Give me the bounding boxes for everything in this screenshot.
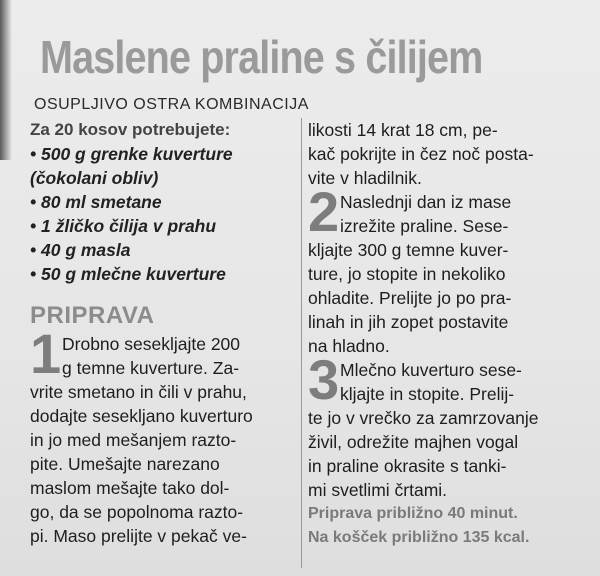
step-text-line: g temne kuverture. Za- xyxy=(62,358,240,378)
ingredient-item: • 50 g mlečne kuverture xyxy=(30,264,226,284)
column-divider xyxy=(301,118,302,568)
step-text-line: ohladite. Prelijte jo po pra- xyxy=(308,288,512,308)
step-number: 2 xyxy=(308,180,340,243)
step-text-line: vite v hladilnik. xyxy=(308,168,422,188)
step-text-line: izrežite praline. Sese- xyxy=(340,216,509,236)
ingredient-item: • 1 žličko čilija v prahu xyxy=(30,216,217,236)
ingredient-item: • 40 g masla xyxy=(30,240,131,260)
step-text-line: pite. Umešajte narezano xyxy=(30,454,220,474)
recipe-title: Maslene praline s čilijem xyxy=(40,31,483,83)
step-text-line: Mlečno kuverturo sese- xyxy=(340,360,522,380)
step-text-line: vrite smetano in čili v prahu, xyxy=(30,382,247,402)
step-text-line: živil, odrežite majhen vogal xyxy=(308,432,519,452)
left-column xyxy=(30,118,298,548)
preparation-heading: PRIPRAVA xyxy=(30,302,155,329)
step-number: 3 xyxy=(308,348,340,411)
step-text-line: ture, jo stopite in nekoliko xyxy=(308,264,506,284)
page-edge-shadow xyxy=(0,0,12,160)
step-2 xyxy=(308,180,570,358)
ingredient-item: • 80 ml smetane xyxy=(30,192,162,212)
recipe-subtitle: OSUPLJIVO OSTRA KOMBINACIJA xyxy=(34,96,309,113)
step-text-line: dodajte sesekljano kuverturo xyxy=(30,406,253,426)
step-3 xyxy=(308,348,570,502)
step-text-line: Drobno sesekljajte 200 xyxy=(62,334,241,354)
step-text-line: kač pokrijte in čez noč posta- xyxy=(308,144,534,164)
step-text-line: Naslednji dan iz mase xyxy=(340,192,512,212)
step-text-line: in jo med mešanjem razto- xyxy=(30,430,237,450)
step-number: 1 xyxy=(30,322,62,385)
step-text-line: te jo v vrečko za zamrzovanje xyxy=(308,408,539,428)
ingredient-item: (čokolani obliv) xyxy=(30,168,159,188)
step-text-line: kljajte 300 g temne kuver- xyxy=(308,240,509,260)
step-text-line: pi. Maso prelijte v pekač ve- xyxy=(30,526,247,546)
step-text-line: likosti 14 krat 18 cm, pe- xyxy=(308,120,498,140)
calories: Na košček približno 135 kcal. xyxy=(308,529,530,546)
step-text-line: kljajte in stopite. Prelij- xyxy=(340,384,515,404)
step-text-line: linah in jih zopet postavite xyxy=(308,312,509,332)
ingredients-heading: Za 20 kosov potrebujete: xyxy=(30,120,231,139)
step-text-line: maslom mešajte tako dol- xyxy=(30,478,230,498)
step-text-line: go, da se popolnoma razto- xyxy=(30,502,244,522)
right-column xyxy=(308,118,570,550)
step-text-line: in praline okrasite s tanki- xyxy=(308,456,507,476)
step-1 xyxy=(30,322,298,548)
prep-time: Priprava približno 40 minut. xyxy=(308,505,518,522)
step-text-line: na hladno. xyxy=(308,336,390,356)
step-text-line: mi svetlimi črtami. xyxy=(308,480,448,500)
ingredient-item: • 500 g grenke kuverture xyxy=(30,144,233,164)
